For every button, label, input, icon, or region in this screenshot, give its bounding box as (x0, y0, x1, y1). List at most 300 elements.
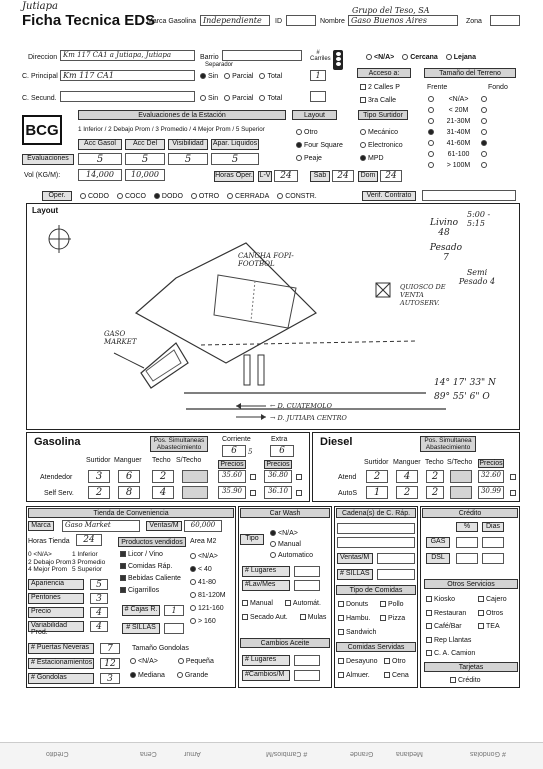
tarjetas-credito: Crédito (450, 677, 481, 684)
frente-radio[interactable] (428, 96, 434, 102)
dsl-atend-surtidor[interactable]: 2 (366, 470, 388, 483)
otros-row: Rep Llantas (426, 634, 507, 648)
comida-checkbox[interactable] (380, 601, 386, 607)
servidas-list (338, 655, 409, 683)
servidas-header: Comidas Servidas (336, 642, 416, 652)
cprincipal-field[interactable]: Km 117 CA1 (60, 70, 195, 81)
carwash-tipo-radio[interactable] (270, 530, 276, 536)
strip-cena: Cena (140, 750, 157, 757)
frente-label: Frente (427, 84, 448, 91)
visibility-radio-group: <N/A> Cercana Lejana (366, 54, 476, 61)
cadena-sillas-field[interactable] (377, 569, 415, 580)
fondo-radio[interactable] (481, 107, 487, 113)
surtidor-mpd-radio[interactable] (360, 155, 366, 161)
area-radio[interactable] (190, 605, 196, 611)
sep-sin-radio[interactable] (200, 73, 206, 79)
csecund-field[interactable] (60, 91, 195, 102)
producto-checkbox[interactable] (120, 587, 126, 593)
pos-value: 5 (248, 448, 253, 456)
credito-gas-pct[interactable] (456, 537, 478, 548)
fondo-radio[interactable] (481, 129, 487, 135)
terreno-row: 61-100 (428, 151, 518, 162)
strip-cambios: # Cambios/M (266, 750, 308, 757)
producto-checkbox[interactable] (120, 575, 126, 581)
gond-grande-radio[interactable] (177, 672, 183, 678)
surtidor-electronico-radio[interactable] (360, 142, 366, 148)
dsl-col-stecho: S/Techo (447, 459, 473, 466)
strip-credito: Crédito (46, 750, 69, 757)
cambios-mes-label: #Cambios/M (242, 670, 290, 681)
direccion-field[interactable]: Km 117 CA1 a Jutiapa, Jutiapa (60, 50, 195, 61)
tienda-ratings (28, 579, 108, 635)
separador-label: Separador (205, 62, 234, 68)
carwash-lavmes-field[interactable] (294, 580, 320, 591)
strip-mediana: Mediana (396, 750, 423, 757)
corriente-field[interactable]: 6 (222, 445, 246, 457)
terreno-row: < 20M (428, 107, 518, 118)
tienda-scale-row: 0 <N/A> 1 Inferior (28, 551, 98, 558)
dsl-autos-price[interactable]: 30.99 (478, 486, 504, 499)
vol-field-1[interactable]: 14,000 (78, 169, 122, 181)
carwash-automat-checkbox[interactable] (285, 600, 291, 606)
atend-stecho[interactable] (182, 470, 208, 483)
sketch-dir-2: → D. JUTIAPA CENTRO (270, 414, 347, 422)
col-acc-gasol: Acc Gasol (78, 139, 122, 150)
carwash-tipo-options (270, 528, 313, 561)
area-option: <N/A> (190, 550, 226, 563)
layout-otro: Otro (296, 126, 343, 139)
carwash-tipo-option: <N/A> (270, 528, 313, 539)
credito-header: Crédito (422, 508, 518, 518)
surtidor-mpd: MPD (360, 152, 403, 165)
servida-row: Almuer. Cena (338, 669, 409, 683)
credito-dsl-label: DSL (426, 553, 450, 564)
cadena-field-1[interactable] (337, 523, 415, 534)
fondo-radio[interactable] (481, 140, 487, 146)
oper-coco-radio[interactable] (117, 193, 123, 199)
otros-checkbox[interactable] (478, 623, 484, 629)
otros-row: Kiosko Cajero (426, 593, 507, 607)
oper-options: CODO COCO DODO OTRO CERRADA CONSTR. (80, 193, 317, 200)
sketch-gaso-market: GASO MARKET (104, 330, 137, 346)
terreno-row: 21-30M (428, 118, 518, 129)
cajas-label: # Cajas R. (122, 605, 160, 616)
eval-acc-del[interactable]: 5 (125, 153, 165, 165)
gond-size-row-1: <N/A> Pequeña (130, 658, 214, 665)
gasolina-pos-header: Pos. Simultaneas Abastecimiento (150, 436, 208, 452)
sep-total-radio[interactable] (259, 73, 265, 79)
cajas-field[interactable]: 1 (164, 605, 184, 616)
comida-checkbox[interactable] (380, 615, 386, 621)
self-price-check-1[interactable] (250, 490, 256, 496)
carriles2-field[interactable] (310, 91, 326, 102)
strip-amur: Amur (184, 750, 201, 757)
comida-checkbox[interactable] (338, 629, 344, 635)
tipo-comidas-header: Tipo de Comidas (336, 585, 416, 595)
atend-price-check-2[interactable] (296, 474, 302, 480)
cadena-field-2[interactable] (337, 537, 415, 548)
gond-pequena-radio[interactable] (178, 658, 184, 664)
tienda-horas-field[interactable]: 24 (76, 534, 102, 546)
credito-col-dias: Dias (482, 522, 504, 532)
oper-cerrada-radio[interactable] (227, 193, 233, 199)
layout-options (296, 126, 343, 165)
self-price-1[interactable]: 35.90 (218, 486, 246, 499)
acceso-2calles: 2 Calles P (360, 84, 400, 91)
separador-secund-group: Sin Parcial Total (200, 95, 282, 102)
acceso-header: Acceso a: (357, 68, 411, 78)
carwash-tipo-label: Tipo (240, 534, 264, 545)
direccion-label: Direccion (28, 54, 58, 61)
strip-grande: Grande (350, 750, 374, 757)
sketch-count-livino: Livino 48 (429, 218, 459, 238)
servida-checkbox[interactable] (338, 672, 344, 678)
nombre-field[interactable]: Gaso Buenos Aires (348, 15, 458, 26)
carwash-tipo-option: Automatico (270, 550, 313, 561)
atend-price-check-1[interactable] (250, 474, 256, 480)
dsl-col-techo: Techo (425, 459, 444, 466)
atend-techo[interactable]: 2 (152, 470, 174, 483)
area-radio[interactable] (190, 566, 196, 572)
carwash-tipo-radio[interactable] (270, 541, 276, 547)
area-option: < 40 (190, 563, 226, 576)
gond-size-label: Tamaño Gondolas (132, 645, 189, 652)
carwash-manual-checkbox[interactable] (242, 600, 248, 606)
layout-foursquare: Four Square (296, 139, 343, 152)
otros-checkbox[interactable] (426, 596, 432, 602)
area-option: 81-120M (190, 589, 226, 602)
lv-label: L-V (258, 171, 272, 182)
nombre-group: Grupo del Teso, SA (352, 6, 430, 15)
dsl-col-precios: Precios (479, 460, 503, 467)
dsl-autos-label: AutoS (338, 490, 358, 497)
carwash-tipo-option: Manual (270, 539, 313, 550)
separador-principal-group: Sin Parcial Total (200, 73, 282, 80)
verif-field[interactable] (422, 190, 516, 201)
area-radio[interactable] (190, 618, 196, 624)
dsl-autos-stecho[interactable] (450, 486, 472, 499)
comida-row: Sandwich (338, 626, 405, 640)
area-radio[interactable] (190, 553, 196, 559)
tienda-marca-field[interactable]: Gaso Market (62, 520, 140, 532)
producto-checkbox[interactable] (120, 563, 126, 569)
rating-row: Variabilidad Prod.4 (28, 621, 108, 635)
sep2-total-radio[interactable] (259, 95, 265, 101)
acceso-3ra-checkbox[interactable] (360, 97, 366, 103)
col-apar-liquidos: Apar. Liquidos (211, 139, 259, 150)
dsl-atend-label: Atend (338, 474, 357, 481)
tienda-scale-row: 2 Debajo Prom3 Promedio (28, 558, 106, 566)
sketch-kiosco: QUIOSCO DE VENTA AUTOSERV. (400, 283, 446, 307)
visibility-lejana-radio[interactable] (446, 54, 452, 60)
fondo-radio[interactable] (481, 118, 487, 124)
frente-radio[interactable] (428, 140, 434, 146)
cadena-ventas-label: Ventas/M (337, 553, 373, 564)
col-visibilidad: Visibilidad (168, 139, 208, 150)
oper-codo-radio[interactable] (80, 193, 86, 199)
corriente-label: Corriente (222, 436, 251, 443)
area-options (190, 550, 226, 628)
count-row: # Gondolas 3 (28, 673, 120, 688)
extra-field[interactable]: 6 (270, 445, 294, 457)
tienda-counts (28, 643, 120, 688)
zona-field[interactable] (490, 15, 520, 26)
dsl-atend-manguer[interactable]: 4 (396, 470, 418, 483)
carwash-opt-row-2: Secado Aut. Mulas (242, 614, 326, 621)
eval-header: Evaluaciones de la Estación (78, 110, 286, 120)
frente-radio[interactable] (428, 129, 434, 135)
credito-col-pct: % (456, 522, 478, 532)
sketch-time: 5:00 - 5:15 (467, 210, 491, 228)
cambios-lugares-field[interactable] (294, 655, 320, 666)
surtidor-header: Tipo Surtidor (358, 110, 408, 120)
cambios-lugares-label: # Lugares (242, 655, 290, 666)
oper-dodo-radio[interactable] (154, 193, 160, 199)
carwash-mulas-checkbox[interactable] (300, 614, 306, 620)
fondo-radio[interactable] (481, 162, 487, 168)
carwash-opt-row-1: Manual Automát. (242, 600, 321, 607)
tienda-scale (28, 551, 105, 574)
sab-field[interactable]: 24 (332, 170, 354, 182)
atend-price-1[interactable]: 35.60 (218, 470, 246, 483)
carwash-lugares-field[interactable] (294, 566, 320, 577)
eval-apar-liquidos[interactable]: 5 (211, 153, 259, 165)
tarjetas-credito-checkbox[interactable] (450, 677, 456, 683)
servida-checkbox[interactable] (384, 658, 390, 664)
credito-dsl-dias[interactable] (482, 553, 504, 564)
self-price-check-2[interactable] (296, 490, 302, 496)
carwash-secado-checkbox[interactable] (242, 614, 248, 620)
verif-label: Verif. Contrato (362, 191, 416, 201)
strip-gondolas: # Gondolas (470, 750, 506, 757)
otros-checkbox[interactable] (478, 596, 484, 602)
selfserv-label: Self Serv. (44, 490, 74, 497)
eval-acc-gasol[interactable]: 5 (78, 153, 122, 165)
dsl-col-surtidor: Surtidor (364, 459, 389, 466)
zona-label: Zona (466, 18, 482, 25)
productos-list (120, 549, 181, 597)
comida-checkbox[interactable] (338, 615, 344, 621)
gasolina-title: Gasolina (34, 436, 81, 448)
acceso-3ra: 3ra Calle (360, 97, 396, 104)
comida-checkbox[interactable] (338, 601, 344, 607)
surtidor-mecanico-radio[interactable] (360, 129, 366, 135)
self-manguer[interactable]: 8 (118, 486, 140, 499)
servida-checkbox[interactable] (384, 672, 390, 678)
dsl-autos-check[interactable] (510, 490, 516, 496)
sep-parcial-radio[interactable] (224, 73, 230, 79)
marca-field[interactable]: Independiente (200, 15, 270, 26)
sketch-coord-o: 89° 55' 6" O (434, 392, 490, 402)
lv-field[interactable]: 24 (274, 170, 298, 182)
oper-constr-radio[interactable] (277, 193, 283, 199)
tarjetas-header: Tarjetas (424, 662, 518, 672)
dsl-autos-techo[interactable]: 2 (426, 486, 444, 499)
id-label: ID (275, 18, 282, 25)
cprincipal-label: C. Principal (22, 73, 58, 80)
atendedor-label: Atendedor (40, 474, 73, 481)
sketch-count-pesado: Pesado 7 (429, 243, 463, 263)
tienda-scale-row: 4 Mejor Prom 5 Superior (28, 566, 102, 573)
oper-label: Oper. (42, 191, 72, 201)
credito-dsl-pct[interactable] (456, 553, 478, 564)
oper-otro-radio[interactable] (191, 193, 197, 199)
gas-col-techo: Techo (152, 457, 171, 464)
fondo-label: Fondo (488, 84, 508, 91)
otros-checkbox[interactable] (426, 650, 432, 656)
producto-checkbox[interactable] (120, 551, 126, 557)
servida-checkbox[interactable] (338, 658, 344, 664)
dsl-atend-stecho[interactable] (450, 470, 472, 483)
area-option: 121-160 (190, 602, 226, 615)
terreno-options (428, 96, 518, 173)
atend-price-2[interactable]: 36.80 (264, 470, 292, 483)
servida-row: Desayuno Otro (338, 655, 409, 669)
barrio-field[interactable] (222, 50, 302, 61)
dsl-autos-manguer[interactable]: 2 (396, 486, 418, 499)
frente-radio[interactable] (428, 118, 434, 124)
frente-radio[interactable] (428, 151, 434, 157)
carwash-lugares-label: # Lugares (242, 566, 290, 577)
otros-header: Otros Servicios (424, 579, 518, 589)
dsl-autos-surtidor[interactable]: 1 (366, 486, 388, 499)
gas-precios-2: Precios (264, 460, 292, 469)
tienda-ventas-field[interactable]: 60,000 (184, 520, 222, 532)
terreno-row: > 100M (428, 162, 518, 173)
vol-field-2[interactable]: 10,000 (125, 169, 165, 181)
layout-foursquare-radio[interactable] (296, 142, 302, 148)
carwash-lavmes-label: #Lav/Mes (242, 580, 290, 591)
sab-label: Sab (310, 171, 330, 182)
otros-checkbox[interactable] (478, 610, 484, 616)
frente-radio[interactable] (428, 107, 434, 113)
self-stecho[interactable] (182, 486, 208, 499)
atend-manguer[interactable]: 6 (118, 470, 140, 483)
tienda-ventas-label: Ventas/M (146, 521, 182, 531)
sketch-count-semi: Semi Pesado 4 (458, 268, 496, 286)
eval-label: Evaluaciones (22, 154, 74, 165)
horas-label: Horas Oper. (214, 171, 254, 182)
layout-peaje-radio[interactable] (296, 155, 302, 161)
tienda-sillas-field[interactable] (164, 623, 184, 634)
fondo-radio[interactable] (481, 151, 487, 157)
rating-row: Apariencia 5 (28, 579, 108, 593)
visibility-na-radio[interactable] (366, 54, 372, 60)
otros-row: Restauran Otros (426, 607, 507, 621)
eval-visibilidad[interactable]: 5 (168, 153, 208, 165)
frente-radio[interactable] (428, 162, 434, 168)
dom-label: Dom (358, 171, 378, 182)
sketch-coord-n: 14° 17' 33" N (434, 378, 496, 388)
traffic-light-icon (333, 50, 343, 70)
area-option: > 160 (190, 615, 226, 628)
tienda-horas-label: Horas Tienda (28, 538, 70, 545)
producto-item: Licor / Vino (120, 549, 181, 561)
acceso-2calles-checkbox[interactable] (360, 84, 366, 90)
producto-item: Cigarrillos (120, 585, 181, 597)
cadena-ventas-field[interactable] (377, 553, 415, 564)
layout-otro-radio[interactable] (296, 129, 302, 135)
dom-field[interactable]: 24 (380, 170, 402, 182)
rating-row: Precio 4 (28, 607, 108, 621)
gond-size-row-2: Mediana Grande (130, 672, 208, 679)
otros-checkbox[interactable] (426, 623, 432, 629)
comida-row: Donuts Pollo (338, 598, 405, 612)
gond-na-radio[interactable] (130, 658, 136, 664)
extra-label: Extra (271, 436, 288, 443)
carriles-field[interactable]: 1 (310, 70, 326, 81)
count-row: # Puertas Neveras 7 (28, 643, 120, 658)
cambios-mes-field[interactable] (294, 670, 320, 681)
terreno-header: Tamaño del Terreno (424, 68, 516, 78)
surtidor-mecanico: Mecánico (360, 126, 403, 139)
cambios-header: Cambios Aceite (240, 638, 330, 648)
sep2-sin-radio[interactable] (200, 95, 206, 101)
atend-surtidor[interactable]: 3 (88, 470, 110, 483)
cadena-sillas-label: # SILLAS (337, 569, 373, 580)
dsl-atend-techo[interactable]: 2 (426, 470, 444, 483)
diesel-pos-header: Pos. Simultanea Abastecimiento (420, 436, 476, 452)
bcg-logo: BCG (22, 115, 62, 145)
gond-mediana-radio[interactable] (130, 672, 136, 678)
sketch-dir-1: ← D. CUATEMOLO (270, 402, 332, 410)
visibility-cercana-radio[interactable] (402, 54, 408, 60)
area-radio[interactable] (190, 592, 196, 598)
self-surtidor[interactable]: 2 (88, 486, 110, 499)
producto-item: Bebidas Caliente (120, 573, 181, 585)
carwash-header: Car Wash (240, 508, 330, 518)
self-techo[interactable]: 4 (152, 486, 174, 499)
tienda-marca-label: Marca (28, 521, 54, 531)
eval-scale: 1 Inferior / 2 Debajo Prom / 3 Promedio / 4 Mejor Prom / 5 Superior (78, 126, 265, 133)
dsl-atend-check[interactable] (510, 474, 516, 480)
tienda-header: Tienda de Conveniencia (28, 508, 234, 518)
otros-row: C. A. Camion (426, 647, 507, 661)
otros-list (426, 593, 507, 661)
rating-row: Pentones 3 (28, 593, 108, 607)
area-option: 41-80 (190, 576, 226, 589)
terreno-row: 41-60M (428, 140, 518, 151)
self-price-2[interactable]: 36.10 (264, 486, 292, 499)
comida-row: Hambu. Pizza (338, 612, 405, 626)
credito-gas-dias[interactable] (482, 537, 504, 548)
fondo-radio[interactable] (481, 96, 487, 102)
credito-gas-label: GAS (426, 537, 450, 548)
count-row: # Estacionamientos 12 (28, 658, 120, 673)
otros-checkbox[interactable] (426, 637, 432, 643)
producto-item: Comidas Ráp. (120, 561, 181, 573)
layout-header: Layout (292, 110, 337, 120)
carriles-label: # Carriles (310, 50, 331, 62)
dsl-atend-price[interactable]: 32.60 (478, 470, 504, 483)
otros-row: Café/Bar TEA (426, 620, 507, 634)
nombre-label: Nombre (320, 18, 345, 25)
carwash-tipo-radio[interactable] (270, 552, 276, 558)
handwritten-city: Jutiapa (22, 1, 58, 12)
otros-checkbox[interactable] (426, 610, 432, 616)
sketch-cancha: CANCHA FOPI-FOOTBOL (238, 252, 294, 268)
gas-precios-1: Precios (218, 460, 246, 469)
barrio-label: Barrio (200, 54, 219, 61)
dsl-col-manguer: Manguer (393, 459, 421, 466)
sep2-parcial-radio[interactable] (224, 95, 230, 101)
vol-label: Vol (KG/M): (24, 172, 61, 179)
marca-label: Marca Gasolina (147, 18, 197, 25)
productos-header: Productos vendidos (118, 537, 186, 547)
area-radio[interactable] (190, 579, 196, 585)
layout-sketch-title: Layout (32, 206, 59, 215)
id-field[interactable] (286, 15, 316, 26)
